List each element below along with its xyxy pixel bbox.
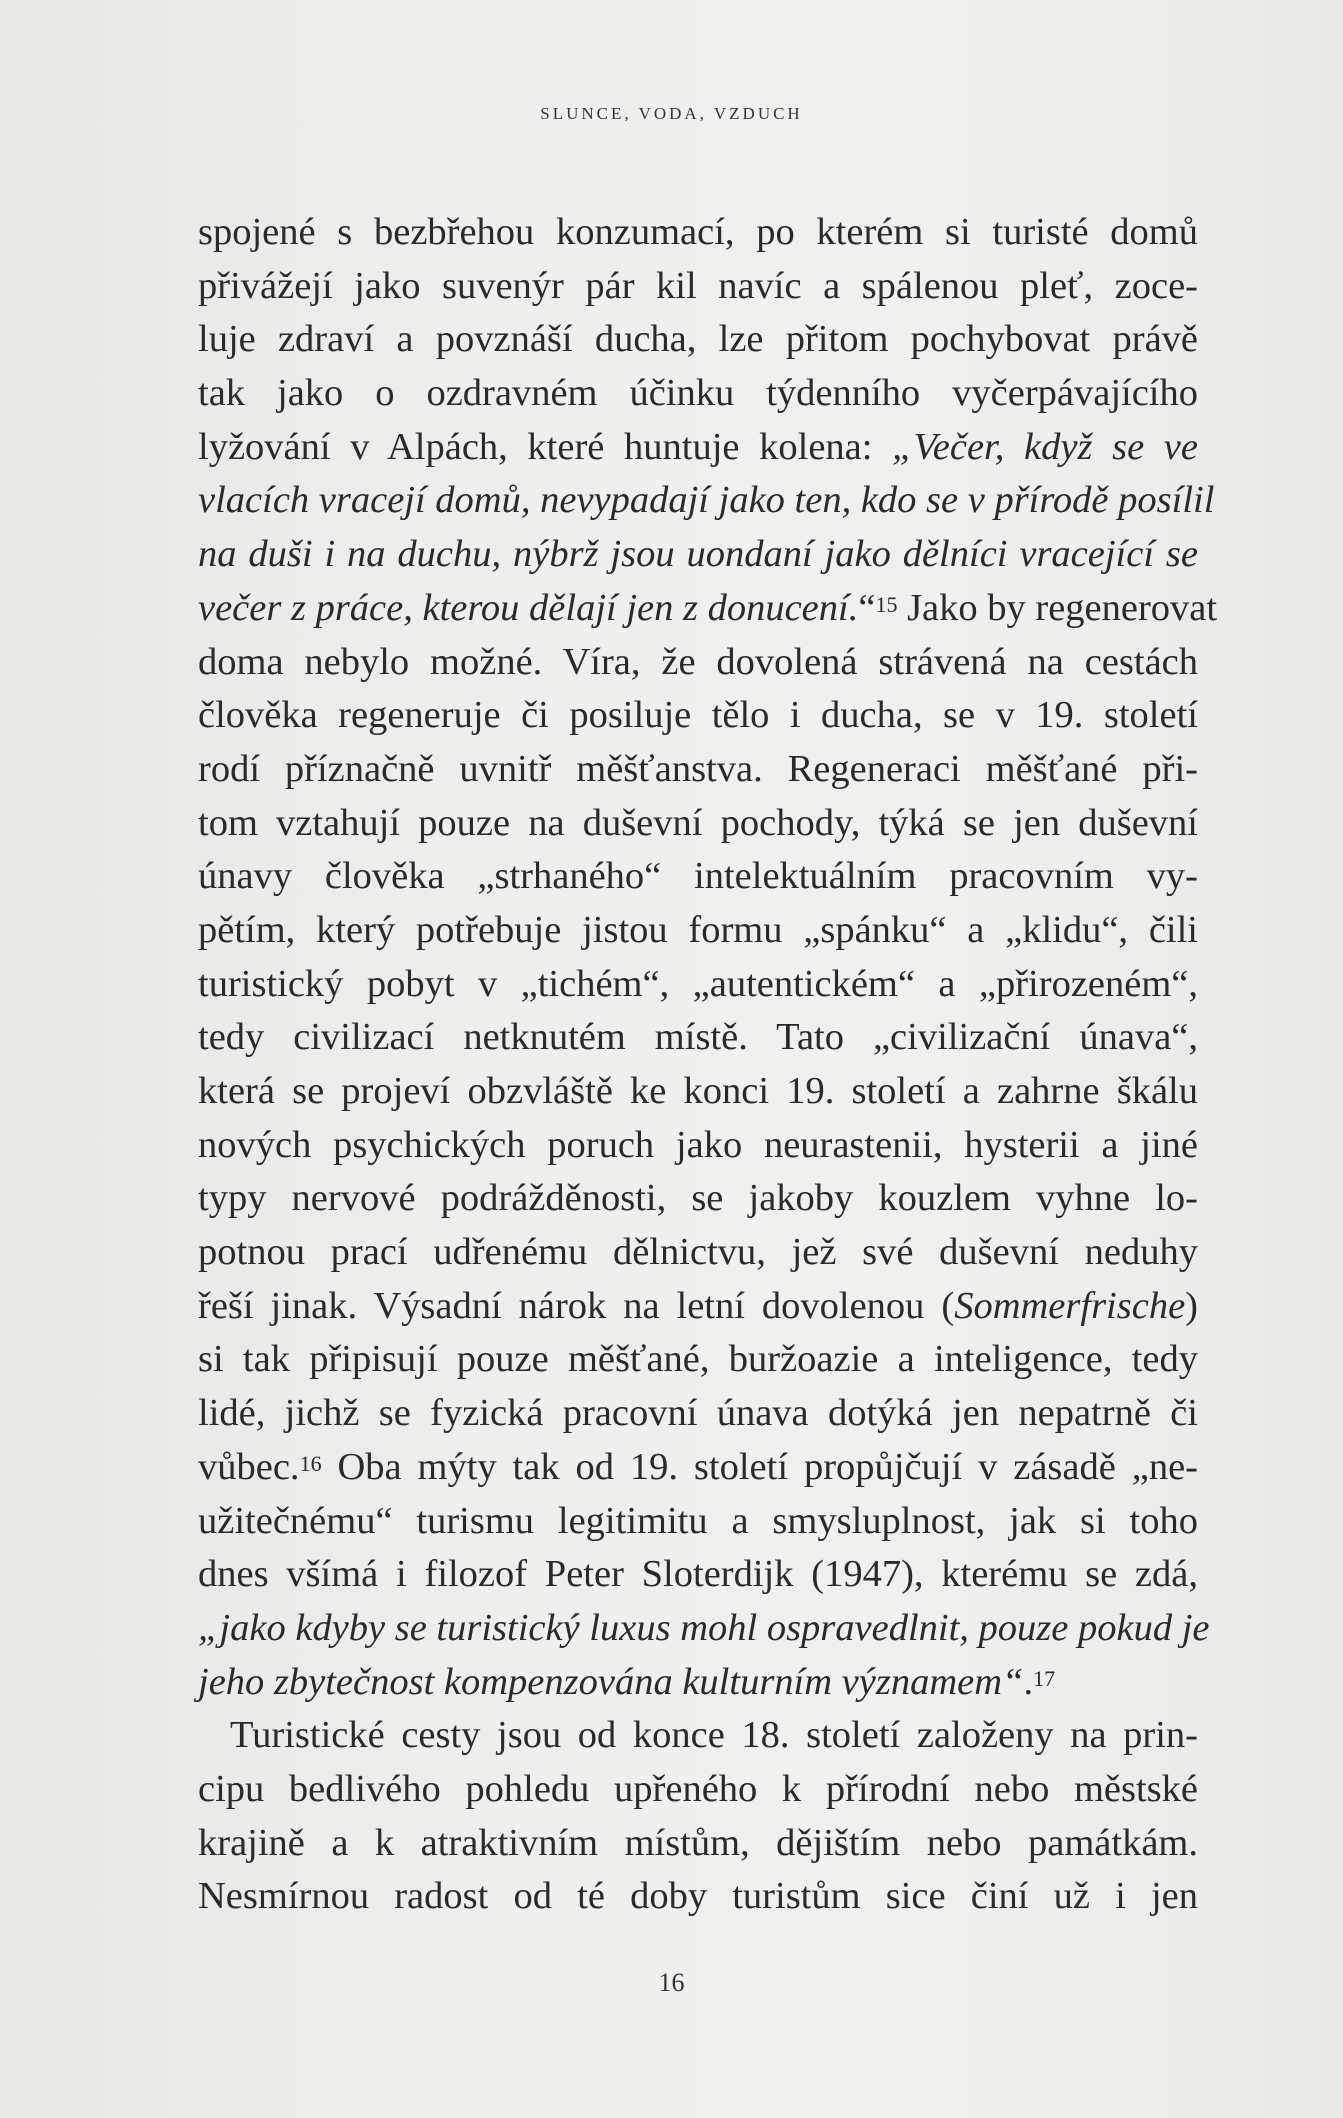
text-line <box>198 958 1198 1012</box>
text-line <box>198 313 1198 367</box>
text-segment: nových psychických poruch jako neurastenii, hysterii a jiné <box>198 1123 1198 1166</box>
text-line <box>198 474 1215 528</box>
text-line <box>198 1709 1198 1763</box>
text-line <box>198 1817 1198 1871</box>
text-segment: turistický pobyt v „tichém“, „autentickém“ a „přirozeném“, <box>198 962 1198 1005</box>
text-segment: pětím, který potřebuje jistou formu „spánku“ a „klidu“, čili <box>198 908 1198 951</box>
text-segment: “ <box>858 586 876 629</box>
text-segment: řeší jinak. Výsadní nárok na letní dovolenou ( <box>198 1284 955 1327</box>
italic-quote: jeho zbytečnost kompenzována kulturním významem“ <box>198 1660 1024 1703</box>
text-line <box>198 421 1198 475</box>
italic-quote: na duši i na duchu, nýbrž jsou uondaní jako dělníci vracející se <box>198 533 1198 576</box>
text-line <box>198 367 1198 421</box>
body-text <box>198 206 1218 1924</box>
text-segment: . <box>1023 1660 1034 1703</box>
running-head: SLUNCE, VODA, VZDUCH <box>540 104 803 123</box>
text-line <box>198 528 1198 582</box>
text-line <box>198 260 1198 314</box>
text-segment: únavy člověka „strhaného“ intelektuálním pracovním vy- <box>198 855 1198 898</box>
text-segment: si tak připisují pouze měšťané, buržoazie a inteligence, tedy <box>198 1338 1198 1381</box>
text-segment: Nesmírnou radost od té doby turistům sice činí už i jen <box>198 1875 1198 1918</box>
text-segment: Jako by regenerovat <box>897 586 1218 629</box>
text-line <box>198 904 1198 958</box>
text-line <box>198 1065 1198 1119</box>
text-line <box>198 1495 1198 1549</box>
text-line <box>198 206 1198 260</box>
text-segment: lyžování v Alpách, které huntuje kolena: <box>198 425 893 468</box>
text-line <box>198 1548 1198 1602</box>
text-line <box>198 582 1218 636</box>
text-segment: přivážejí jako suvenýr pár kil navíc a spálenou pleť, zoce- <box>198 264 1198 307</box>
text-segment: tak jako o ozdravném účinku týdenního vyčerpávajícího <box>198 372 1198 415</box>
text-segment: luje zdraví a povznáší ducha, lze přitom pochybovat právě <box>198 318 1198 361</box>
text-line <box>198 1226 1198 1280</box>
text-line <box>198 1441 1198 1495</box>
text-segment: která se projeví obzvláště ke konci 19. století a zahrne škálu <box>198 1070 1198 1112</box>
text-segment: vůbec. <box>198 1445 300 1488</box>
italic-quote: „Večer, když se ve <box>892 425 1198 468</box>
text-line <box>198 1280 1198 1334</box>
text-line <box>198 689 1198 743</box>
text-segment: potnou prací udřenému dělnictvu, jež své duševní neduhy <box>198 1231 1198 1274</box>
footnote-marker: 16 <box>299 1450 322 1476</box>
text-segment: lidé, jichž se fyzická pracovní únava dotýká jen nepatrně či <box>198 1392 1198 1435</box>
text-segment: ) <box>1185 1284 1198 1327</box>
text-segment: užitečnému“ turismu legitimitu a smysluplnost, jak si toho <box>198 1499 1198 1542</box>
text-segment: krajině a k atraktivním místům, dějištím nebo památkám. <box>198 1821 1198 1864</box>
text-segment: doma nebylo možné. Víra, že dovolená strávená na cestách <box>198 640 1198 683</box>
text-segment: tom vztahují pouze na duševní pochody, týká se jen duševní <box>198 801 1198 844</box>
italic-quote: „jako kdyby se turistický luxus mohl ospravedlnit, pouze pokud je <box>198 1606 1210 1649</box>
text-line <box>198 743 1198 797</box>
text-line <box>198 636 1198 690</box>
italic-quote: večer z práce, kterou dělají jen z donucení. <box>198 586 859 629</box>
text-segment: tedy civilizací netknutém místě. Tato „civilizační únava“, <box>198 1016 1198 1059</box>
text-segment: typy nervové podrážděnosti, se jakoby kouzlem vyhne lo- <box>198 1177 1198 1220</box>
text-segment: rodí příznačně uvnitř měšťanstva. Regeneraci měšťané při- <box>198 747 1198 790</box>
text-line <box>198 797 1198 851</box>
page-number: 16 <box>658 1968 685 1997</box>
italic-quote: Sommerfrische <box>954 1284 1186 1327</box>
text-line <box>198 850 1198 904</box>
text-line <box>198 1119 1198 1173</box>
text-line <box>198 1870 1198 1924</box>
text-segment: spojené s bezbřehou konzumací, po kterém si turisté domů <box>198 211 1198 253</box>
text-line <box>198 1333 1198 1387</box>
italic-quote: vlacích vracejí domů, nevypadají jako ten, kdo se v přírodě posílil <box>198 479 1215 522</box>
footnote-marker: 17 <box>1033 1665 1056 1691</box>
text-segment: Turistické cesty jsou od konce 18. století založeny na prin- <box>230 1714 1198 1757</box>
text-segment: cipu bedlivého pohledu upřeného k přírodní nebo městské <box>198 1767 1198 1810</box>
text-line <box>198 1656 1198 1710</box>
text-segment: dnes všímá i filozof Peter Sloterdijk (1947), kterému se zdá, <box>198 1553 1198 1596</box>
text-line <box>198 1011 1198 1065</box>
text-segment: člověka regeneruje či posiluje tělo i ducha, se v 19. století <box>198 694 1198 737</box>
text-segment: Oba mýty tak od 19. století propůjčují v zásadě „ne- <box>321 1445 1198 1488</box>
text-line <box>198 1763 1198 1817</box>
footnote-marker: 15 <box>875 591 898 617</box>
text-line <box>198 1172 1198 1226</box>
text-line <box>198 1602 1210 1656</box>
text-line <box>198 1387 1198 1441</box>
